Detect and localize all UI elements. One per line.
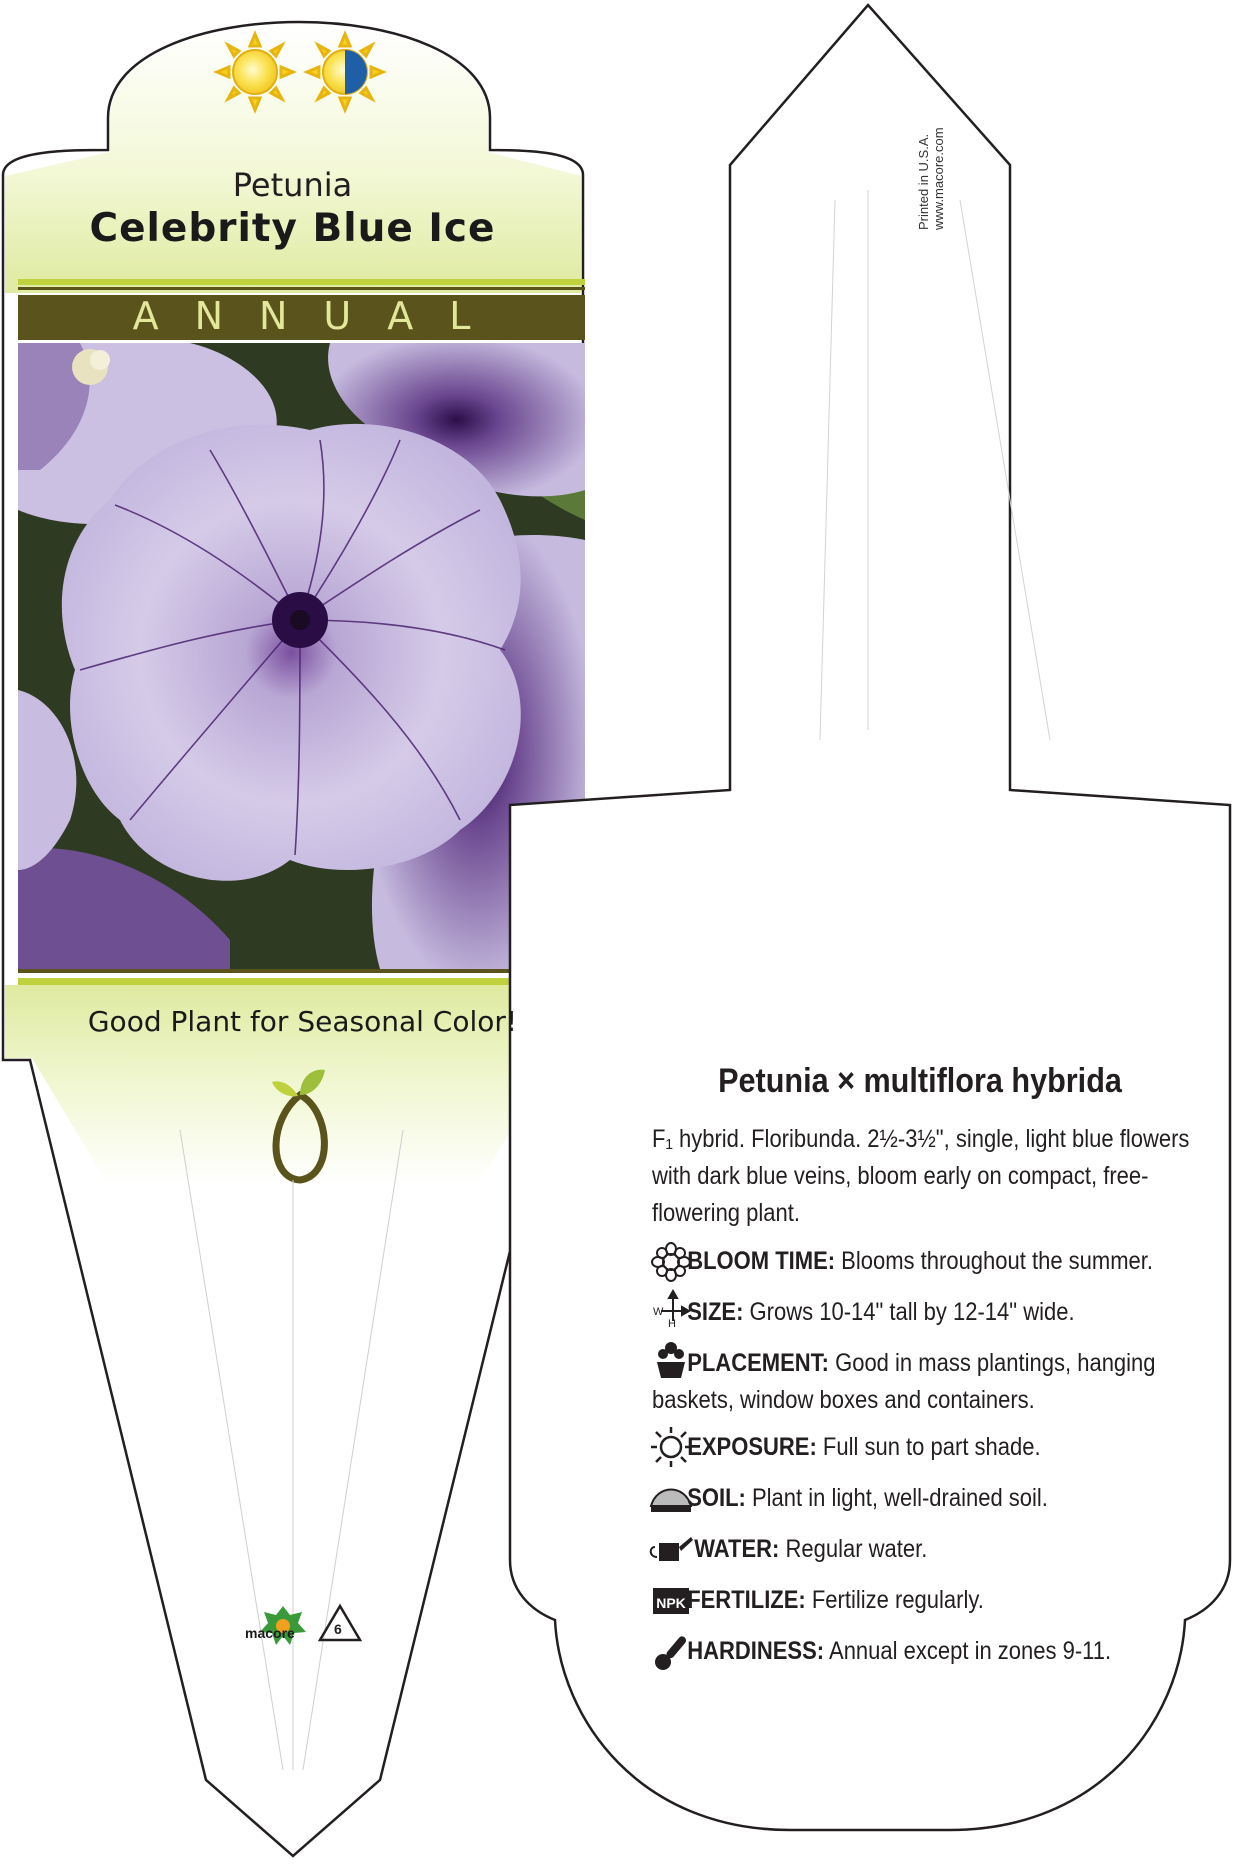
attr-label: BLOOM TIME:: [687, 1247, 836, 1275]
attr-text: Grows 10-14" tall by 12-14" wide.: [749, 1298, 1075, 1326]
attr-water: [652, 1531, 1198, 1568]
attr-label: WATER:: [694, 1535, 780, 1563]
size-w-letter: W: [653, 1306, 664, 1318]
attr-label: SIZE:: [687, 1298, 744, 1326]
recycle-number: 6: [334, 1621, 342, 1637]
category-banner-text: ANNUAL: [132, 294, 507, 338]
front-top-gradient: [5, 25, 581, 293]
banner-line-lower2: [18, 978, 585, 985]
plant-description: F₁ hybrid. Floribunda. 2½-3½", single, light blue flowers with dark blue veins, bloom early on compact, free-flowering plant.: [652, 1125, 1190, 1227]
attr-size: [652, 1294, 1198, 1331]
attr-exposure: [652, 1429, 1198, 1466]
attr-label: EXPOSURE:: [687, 1433, 817, 1461]
botanical-name: Petunia × multiflora hybrida: [718, 1062, 1122, 1100]
attr-label: PLACEMENT:: [687, 1349, 829, 1377]
attr-fertilize: [652, 1582, 1198, 1619]
attr-label: HARDINESS:: [687, 1637, 825, 1665]
website: www.macore.com: [931, 127, 946, 230]
printed-notice: [916, 127, 946, 230]
attr-text: Regular water.: [785, 1535, 928, 1563]
tagline: Good Plant for Seasonal Color!: [87, 1005, 518, 1038]
attr-soil: [652, 1480, 1198, 1517]
attr-hardiness: [652, 1633, 1198, 1670]
attr-label: FERTILIZE:: [687, 1586, 806, 1614]
size-h-letter: H: [668, 1318, 676, 1330]
part-shade-icon: [307, 34, 383, 110]
attr-text: Blooms throughout the summer.: [841, 1247, 1154, 1275]
attr-text: Fertilize regularly.: [811, 1586, 984, 1614]
attr-text: Plant in light, well-drained soil.: [751, 1484, 1048, 1512]
attr-text: Full sun to part shade.: [822, 1433, 1041, 1461]
attr-bloom-time: [652, 1243, 1198, 1280]
attr-placement: [652, 1345, 1198, 1419]
attr-text: Good in mass plantings, hanging baskets, window boxes and containers.: [652, 1349, 1156, 1414]
svg-text:NPK: NPK: [656, 1595, 686, 1611]
attr-text: Annual except in zones 9-11.: [829, 1637, 1112, 1665]
attr-label: SOIL:: [687, 1484, 746, 1512]
full-sun-icon: [217, 34, 293, 110]
common-name: Petunia: [232, 166, 353, 204]
banner-line-top: [18, 279, 585, 285]
petunia-photo: [18, 343, 585, 969]
printed-in-usa: Printed in U.S.A.: [916, 133, 931, 230]
macore-logo-text: macore: [245, 1625, 295, 1641]
variety-name: Celebrity Blue Ice: [89, 206, 496, 251]
banner-line-mid: [18, 287, 585, 290]
banner-line-lower1: [18, 969, 585, 973]
